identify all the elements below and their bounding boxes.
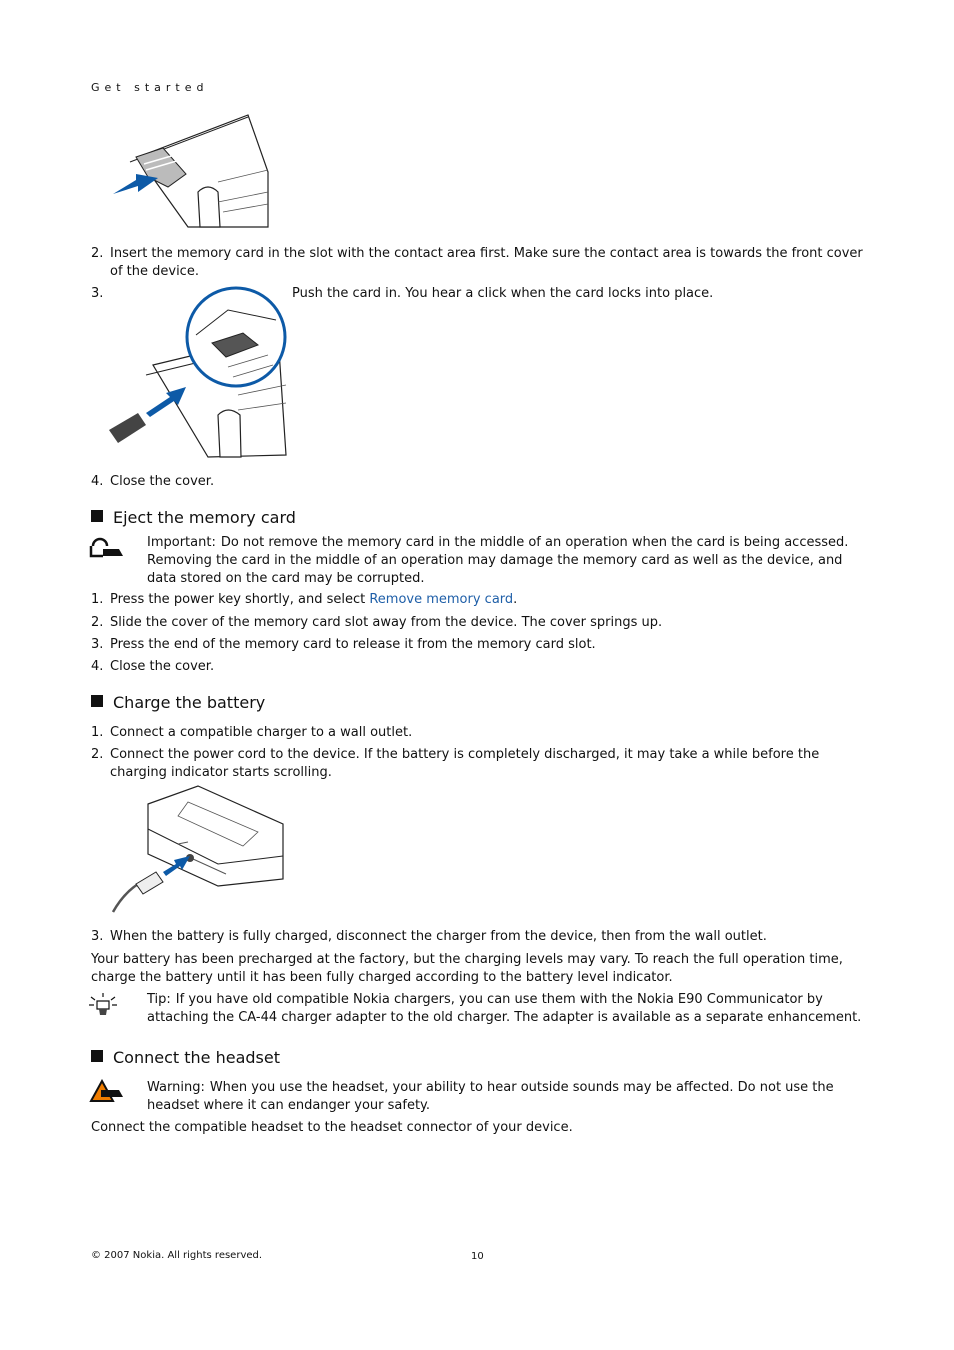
copyright: © 2007 Nokia. All rights reserved. bbox=[91, 1250, 263, 1261]
list-item: 1. Connect a compatible charger to a wall outlet. bbox=[91, 725, 413, 740]
heading-bullet-icon bbox=[91, 695, 103, 707]
section-heading-eject: Eject the memory card bbox=[91, 508, 296, 528]
illustration-open-cover bbox=[108, 112, 274, 234]
warning-icon bbox=[89, 1079, 125, 1105]
list-item: 4. Close the cover. bbox=[91, 474, 215, 489]
important-note: Important: Do not remove the memory card in the middle of an operation when the card is being accessed. Removing the card in the middle of an operation may damage the memory card as well as the device, and data stored on the card may be corrupted. bbox=[147, 535, 849, 586]
heading-bullet-icon bbox=[91, 1050, 103, 1062]
list-item: 4. Close the cover. bbox=[91, 659, 215, 674]
tip-note: Tip: If you have old compatible Nokia chargers, you can use them with the Nokia E90 Communicator by attaching the CA-44 charger adapter to the old charger. The adapter is available as a separate enhancement. bbox=[147, 992, 862, 1025]
important-icon bbox=[89, 536, 125, 560]
running-header: Get started bbox=[91, 81, 209, 94]
section-heading-headset: Connect the headset bbox=[91, 1048, 280, 1068]
section-heading-charge: Charge the battery bbox=[91, 693, 265, 713]
tip-icon bbox=[89, 993, 117, 1019]
list-item: 2. Connect the power cord to the device. If the battery is completely discharged, it may take a while before the charging indicator starts scrolling. bbox=[91, 747, 820, 780]
remove-memory-card-link[interactable]: Remove memory card bbox=[369, 592, 514, 607]
list-item: 3. Press the end of the memory card to release it from the memory card slot. bbox=[91, 637, 596, 652]
illustration-insert-card bbox=[108, 285, 288, 461]
headset-paragraph: Connect the compatible headset to the headset connector of your device. bbox=[91, 1120, 573, 1135]
list-item: 3. When the battery is fully charged, disconnect the charger from the device, then from the wall outlet. bbox=[91, 929, 767, 944]
list-item: 1. Press the power key shortly, and select Remove memory card. bbox=[91, 592, 518, 607]
step-3-text: Push the card in. You hear a click when the card locks into place. bbox=[292, 286, 714, 301]
list-item-number: 3. bbox=[91, 286, 104, 301]
list-item: 2. Insert the memory card in the slot with the contact area first. Make sure the contact area is towards the front cover of the device. bbox=[91, 246, 863, 279]
list-item: 2. Slide the cover of the memory card slot away from the device. The cover springs up. bbox=[91, 615, 663, 630]
charge-paragraph: Your battery has been precharged at the factory, but the charging levels may vary. To reach the full operation time, charge the battery until it has been fully charged according to the battery level indicator. bbox=[91, 952, 843, 985]
heading-bullet-icon bbox=[91, 510, 103, 522]
illustration-charger bbox=[108, 784, 286, 918]
warning-note: Warning: When you use the headset, your ability to hear outside sounds may be affected. Do not use the headset where it can endanger your safety. bbox=[147, 1080, 834, 1113]
page-number: 10 bbox=[471, 1251, 484, 1262]
